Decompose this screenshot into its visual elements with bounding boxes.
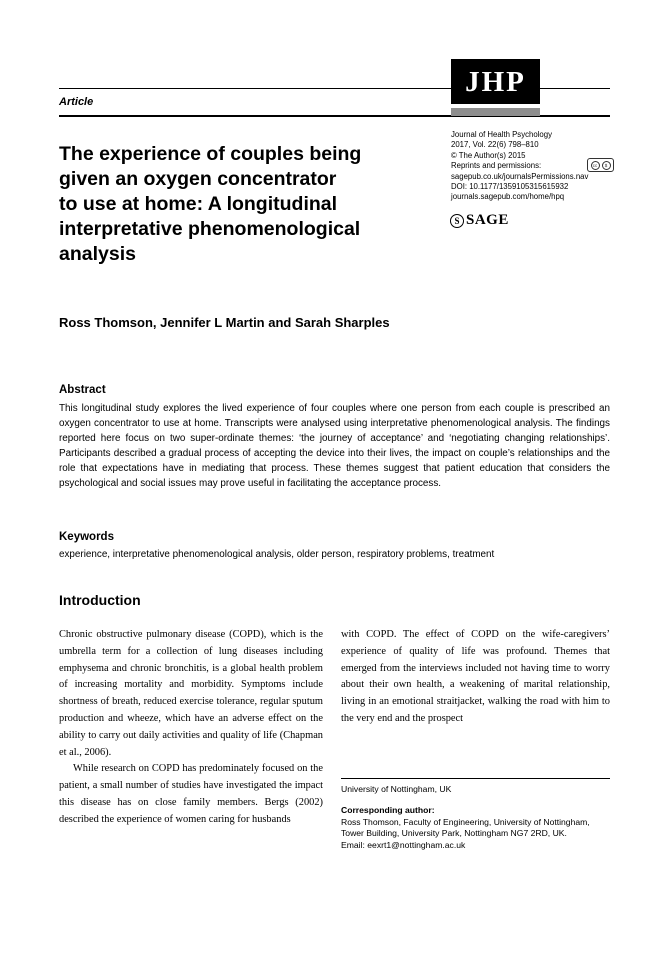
title-line: given an oxygen concentrator [59, 168, 337, 190]
copyright-line: © The Author(s) 2015 [451, 150, 526, 160]
cc-nc-circle-icon: $ [602, 161, 611, 170]
jhp-logo-text: JHP [465, 66, 526, 98]
sage-wordmark: SAGE [466, 212, 509, 228]
introduction-heading: Introduction [59, 592, 141, 608]
abstract-text: This longitudinal study explores the lived experience of four couples where one person from each couple is prescribed an oxygen concentrator to use at home. Transcripts were analysed using interpretative phenomenological analysis. The findings reported here focus on two super-ordinate themes: ‘the journey of acceptance’ and ‘negotiating changing relationships’. Participants described a gradual process of accepting the device into their lives, the impact on couple’s relationships and the role that expectations have in mediating that process. These themes suggest that patient education that considers the psychological and social issues may prove useful in facilitating the acceptance process. [59, 403, 610, 490]
title-line: analysis [59, 243, 136, 265]
title-line: to use at home: A longitudinal [59, 193, 338, 215]
sage-publisher-logo [450, 212, 509, 229]
body-column-right [341, 627, 610, 728]
affiliation-line: University of Nottingham, UK [341, 784, 452, 794]
authors-line: Ross Thomson, Jennifer L Martin and Sarah Sharples [59, 315, 390, 330]
footnote-rule [341, 778, 610, 779]
journal-name: Journal of Health Psychology [451, 130, 552, 139]
intro-paragraph-1: Chronic obstructive pulmonary disease (COPD), which is the umbrella term for a collection of lung diseases including emphysema and chronic bronchitis, is a global health problem of increasing mortality and morbidity. Symptoms include shortness of breath, reduced exercise tolerance, regular sputum production and wheeze, which have an adverse effect on the ability to carry out daily activities and quality of life (Chapman et al., 2006). [59, 629, 323, 758]
corresponding-author-label: Corresponding author: [341, 805, 435, 816]
corresponding-author-email[interactable]: Email: eexrt1@nottingham.ac.uk [341, 839, 466, 850]
footnote-block [341, 778, 610, 851]
body-column-left [59, 627, 323, 829]
title-line: The experience of couples being [59, 143, 362, 165]
title-line: interpretative phenomenological [59, 218, 361, 240]
abstract-heading: Abstract [59, 384, 106, 396]
reprints-label: Reprints and permissions: [451, 161, 542, 171]
intro-paragraph-3: with COPD. The effect of COPD on the wife-caregivers’ experience of quality of life was profound. Themes that emerged from the interviews included not having time to worry about their own health, a weakening of marital relationship, living in an emotional straitjacket, walking the road with him to the very end and the prospect [341, 629, 610, 724]
corresponding-author-address: Ross Thomson, Faculty of Engineering, University of Nottingham, Tower Building, University Park, Nottingham NG7 2RD, UK. [341, 816, 590, 839]
article-title [59, 142, 479, 267]
doi-line: DOI: 10.1177/1359105315615932 [451, 182, 569, 192]
jhp-logo-gray-bar [451, 108, 540, 116]
journal-volume-issue: 2017, Vol. 22(6) 798–810 [451, 140, 539, 150]
sage-s-circle-icon: S [450, 214, 464, 228]
cc-license-icon [587, 158, 614, 172]
keywords-text: experience, interpretative phenomenological analysis, older person, respiratory problems, treatment [59, 549, 495, 560]
article-type-label: Article [59, 96, 94, 108]
journal-homepage-url[interactable]: journals.sagepub.com/home/hpq [451, 192, 565, 202]
permissions-url[interactable]: sagepub.co.uk/journalsPermissions.nav [451, 171, 589, 181]
cc-by-circle-icon: cc [591, 161, 600, 170]
intro-paragraph-2: While research on COPD has predominately focused on the patient, a small number of studies have investigated the impact this disease has on close family members. Bergs (2002) described the experience of women caring for husbands [59, 763, 323, 825]
keywords-heading: Keywords [59, 531, 114, 543]
jhp-journal-logo [451, 59, 540, 104]
